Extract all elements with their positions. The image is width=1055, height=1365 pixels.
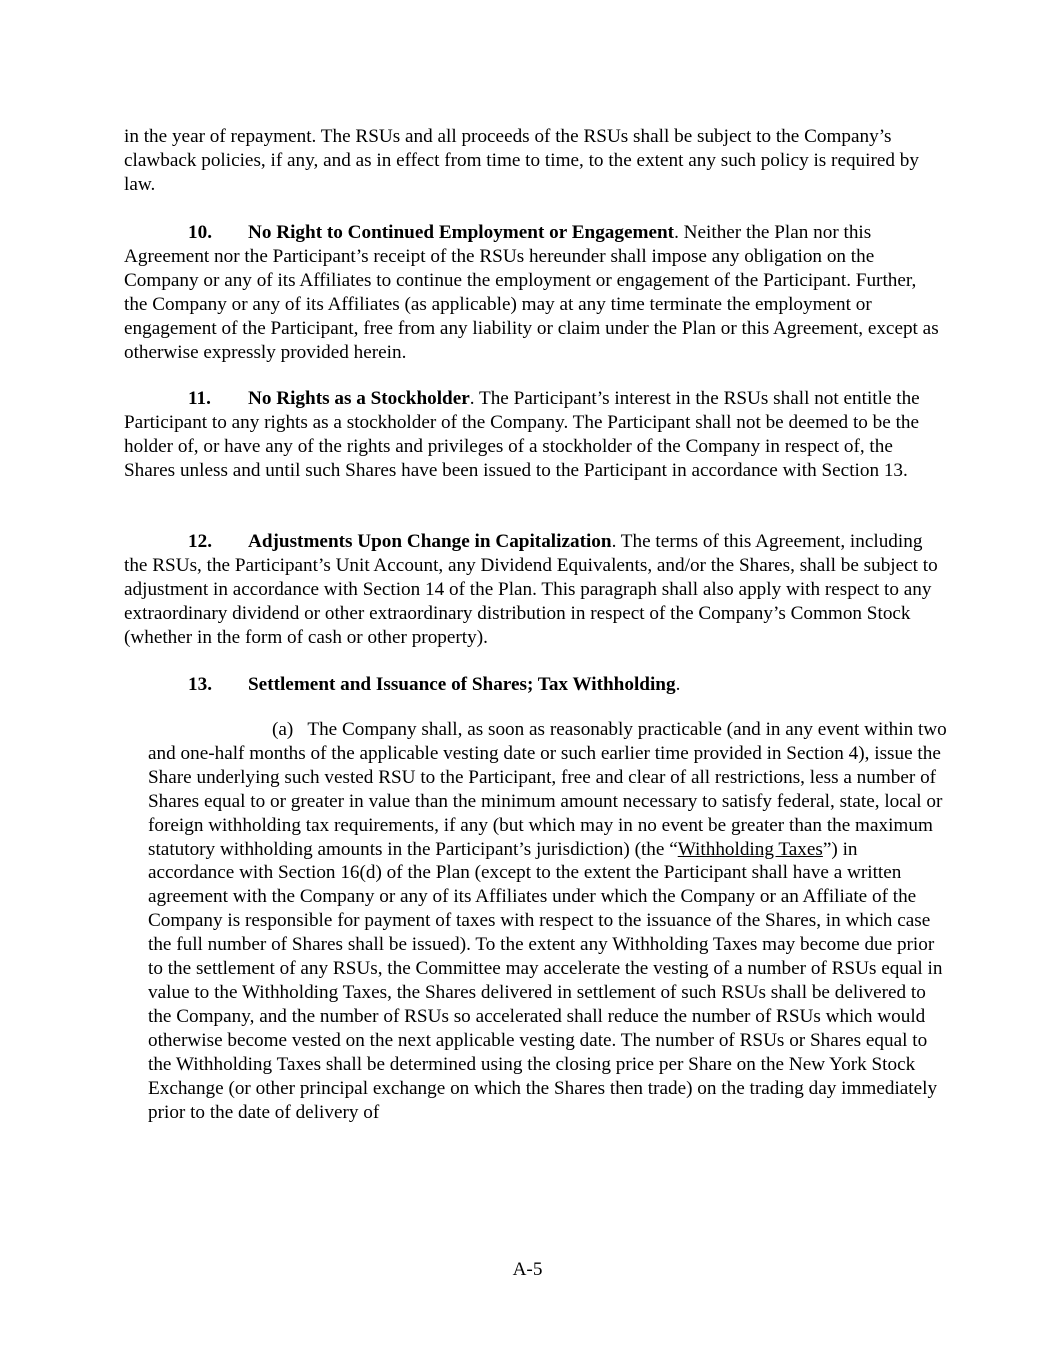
section-body: . Neither the Plan nor this Agreement nor the Participant’s receipt of the RSUs hereunder shall impose any obligation on the Company or any of its Affiliates to continue the employment or engagement of the Participant. Further, the Company or any of its Affiliates (as applicable) may at any time terminate the employment or engagement of the Participant, free from any liability or claim under the Plan or this Agreement, except as otherwise expressly provided herein. [124, 222, 939, 363]
section-12 [124, 530, 944, 650]
section-number: 10. [188, 222, 212, 243]
section-body: . [675, 674, 681, 695]
section-number: 13. [188, 674, 212, 695]
continuation-paragraph [124, 125, 944, 197]
section-heading: Adjustments Upon Change in Capitalization [248, 531, 612, 552]
subsection-a [148, 718, 948, 1124]
section-heading: No Rights as a Stockholder [248, 388, 470, 409]
section-11 [124, 387, 944, 483]
section-body: . The terms of this Agreement, including the RSUs, the Participant’s Unit Account, any Dividend Equivalents, and/or the Shares, shall be subject to adjustment in accordance with Section 14 of the Plan. This paragraph shall also apply with respect to any extraordinary dividend or other extraordinary distribution in respect of the Company’s Common Stock (whether in the form of cash or other property). [124, 531, 938, 648]
section-heading: Settlement and Issuance of Shares; Tax Withholding [248, 674, 676, 695]
subsection-text-after: ”) in accordance with Section 16(d) of the Plan (except to the extent the Participant shall have a written agreement with the Company or any of its Affiliates under which the Company or an Affiliate of the Company is responsible for payment of taxes with respect to the issuance of the Shares, in which case the full number of Shares shall be issued). To the extent any Withholding Taxes may become due prior to the settlement of any RSUs, the Committee may accelerate the vesting of a number of RSUs equal in value to the Withholding Taxes, the Shares delivered in settlement of such RSUs shall be delivered to the Company, and the number of RSUs so accelerated shall reduce the number of RSUs which would otherwise become vested on the next applicable vesting date. The number of RSUs or Shares equal to the Withholding Taxes shall be determined using the closing price per Share on the New York Stock Exchange (or other principal exchange on which the Shares then trade) on the trading day immediately prior to the date of delivery of [148, 838, 943, 1123]
section-13 [124, 673, 944, 697]
defined-term: Withholding Taxes [677, 838, 823, 860]
section-body: . The Participant’s interest in the RSUs shall not entitle the Participant to any rights as a stockholder of the Company. The Participant shall not be deemed to be the holder of, or have any of the rights and privileges of a stockholder of the Company in respect of, the Shares unless and until such Shares have been issued to the Participant in accordance with Section 13. [124, 388, 920, 481]
section-heading: No Right to Continued Employment or Engagement [248, 222, 675, 243]
section-number: 12. [188, 531, 212, 552]
page-number: A-5 [512, 1259, 543, 1280]
subsection-label: (a) [272, 719, 294, 740]
section-10 [124, 221, 944, 364]
section-number: 11. [188, 388, 211, 409]
continuation-text: in the year of repayment. The RSUs and all proceeds of the RSUs shall be subject to the Company’s clawback policies, if any, and as in effect from time to time, to the extent any such policy is required by law. [124, 126, 919, 195]
subsection-text-before: The Company shall, as soon as reasonably practicable (and in any event within two and one-half months of the applicable vesting date or such earlier time provided in Section 4), issue the Share underlying such vested RSU to the Participant, free and clear of all restrictions, less a number of Shares equal to or greater in value than the minimum amount necessary to satisfy federal, state, local or foreign withholding tax requirements, if any (but which may in no event be greater than the maximum statutory withholding amounts in the Participant’s jurisdiction) (the “ [148, 719, 947, 860]
